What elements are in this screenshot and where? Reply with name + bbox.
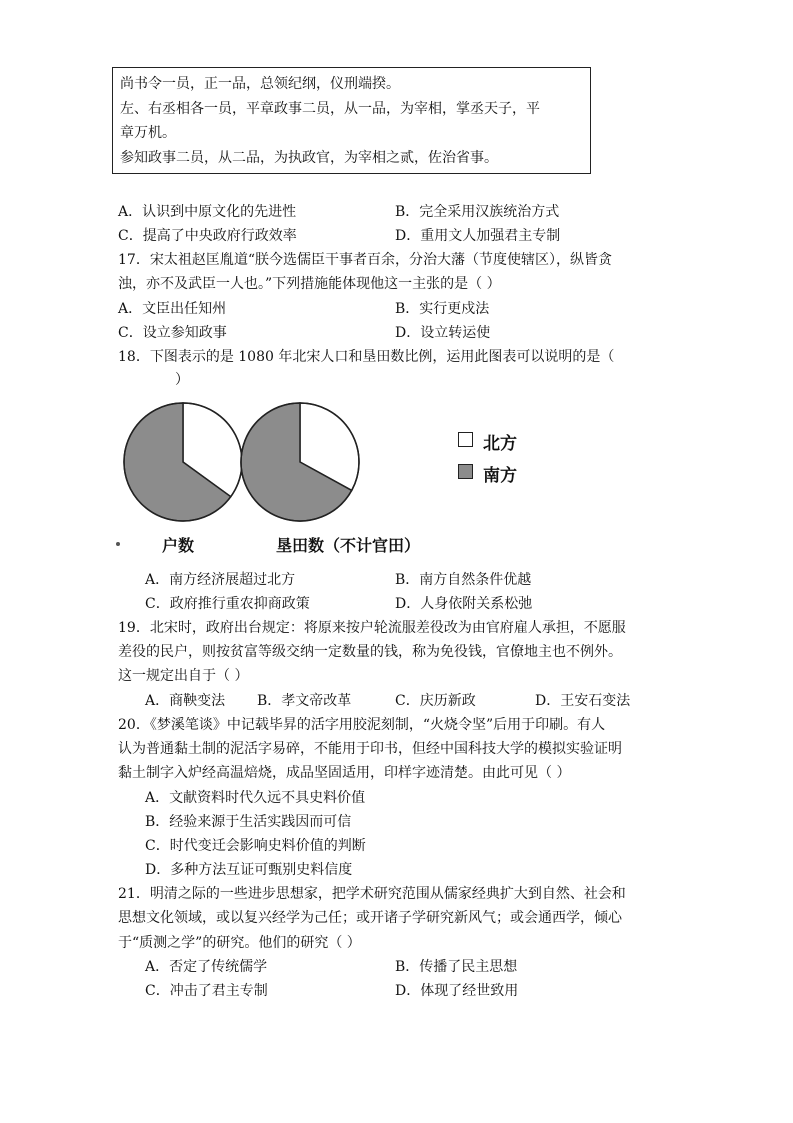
q18-option-c: C．政府推行重农抑商政策 [145,596,310,612]
q16-option-a: A．认识到中原文化的先进性 [118,204,297,220]
q16-option-c: C．提高了中央政府行政效率 [118,228,297,244]
q20-stem-line-3: 黏土制字入炉经高温焙烧，成品坚固适用，印样字迹清楚。由此可见（ ） [118,765,571,781]
q21-stem-line-3: 于“质测之学”的研究。他们的研究（ ） [118,935,361,951]
q17-option-d: D．设立转运使 [395,325,491,341]
quote-line-3: 章万机。 [120,125,176,141]
quote-line-1: 尚书令一员，正一品，总领纪纲，仪刑端揆。 [120,76,400,92]
q17-stem-line-1: 17．宋太祖赵匡胤道“朕今选儒臣干事者百余，分治大藩（节度使辖区），纵皆贪 [118,252,612,268]
q16-option-b: B．完全采用汉族统治方式 [395,204,560,220]
q18-option-a: A．南方经济展超过北方 [145,572,296,588]
q21-stem-line-1: 21．明清之际的一些进步思想家，把学术研究范围从儒家经典扩大到自然、社会和 [118,886,626,902]
q20-option-b: B．经验来源于生活实践因而可信 [145,814,352,830]
q21-stem-line-2: 思想文化领域，或以复兴经学为己任；或开诸子学研究新风气；或会通西学，倾心 [118,910,622,926]
q19-stem-line-2: 差役的民户，则按贫富等级交纳一定数量的钱，称为免役钱，官僚地主也不例外。 [118,644,622,660]
q20-option-d: D．多种方法互证可甄别史料信度 [145,862,353,878]
q18-stem-line-2: ） [175,372,189,388]
q19-stem-line-3: 这一规定出自于（ ） [118,668,249,684]
q19-option-c: C．庆历新政 [395,693,476,709]
pie-caption-households: 户数 [162,536,195,555]
q20-stem-line-1: 20．《梦溪笔谈》中记载毕昇的活字用胶泥刻制，“火烧令坚”后用于印刷。有人 [118,717,606,733]
legend-label-south: 南方 [483,466,517,486]
q17-stem-line-2: 浊，亦不及武臣一人也。”下列措施能体现他这一主张的是（ ） [118,276,501,292]
q19-option-d: D．王安石变法 [535,693,631,709]
quote-line-4: 参知政事二员，从二品，为执政官，为宰相之贰，佐治省事。 [120,150,498,166]
q21-option-c: C．冲击了君主专制 [145,983,268,999]
quote-line-2: 左、右丞相各一员，平章政事二员，从一品，为宰相，掌丞天子，平 [120,101,540,117]
q21-option-a: A．否定了传统儒学 [145,959,268,975]
q18-option-d: D．人身依附关系松弛 [395,596,533,612]
quote-box [112,67,591,174]
q17-option-a: A．文臣出任知州 [118,301,227,317]
q17-option-b: B．实行更戍法 [395,301,490,317]
bullet-dot [116,542,120,546]
legend-swatch-south [458,464,473,479]
q19-stem-line-1: 19．北宋时，政府出台规定：将原来按户轮流服差役改为由官府雇人承担，不愿服 [118,620,626,636]
q21-option-b: B．传播了民主思想 [395,959,518,975]
q21-option-d: D．体现了经世致用 [395,983,519,999]
q19-option-b: B．孝文帝改革 [257,693,352,709]
q18-option-b: B．南方自然条件优越 [395,572,532,588]
q19-option-a: A．商鞅变法 [145,693,226,709]
legend-label-north: 北方 [483,434,517,454]
q20-option-c: C．时代变迁会影响史料价值的判断 [145,838,366,854]
pie-caption-farmland: 垦田数（不计官田） [276,536,421,555]
q18-stem-line-1: 18．下图表示的是 1080 年北宋人口和垦田数比例，运用此图表可以说明的是（ [118,349,615,365]
q17-option-c: C．设立参知政事 [118,325,227,341]
q16-option-d: D．重用文人加强君主专制 [395,228,561,244]
q20-option-a: A．文献资料时代久远不具史料价值 [145,790,366,806]
q20-stem-line-2: 认为普通黏土制的泥活字易碎，不能用于印书，但经中国科技大学的模拟实验证明 [118,741,622,757]
legend-swatch-north [458,432,473,447]
